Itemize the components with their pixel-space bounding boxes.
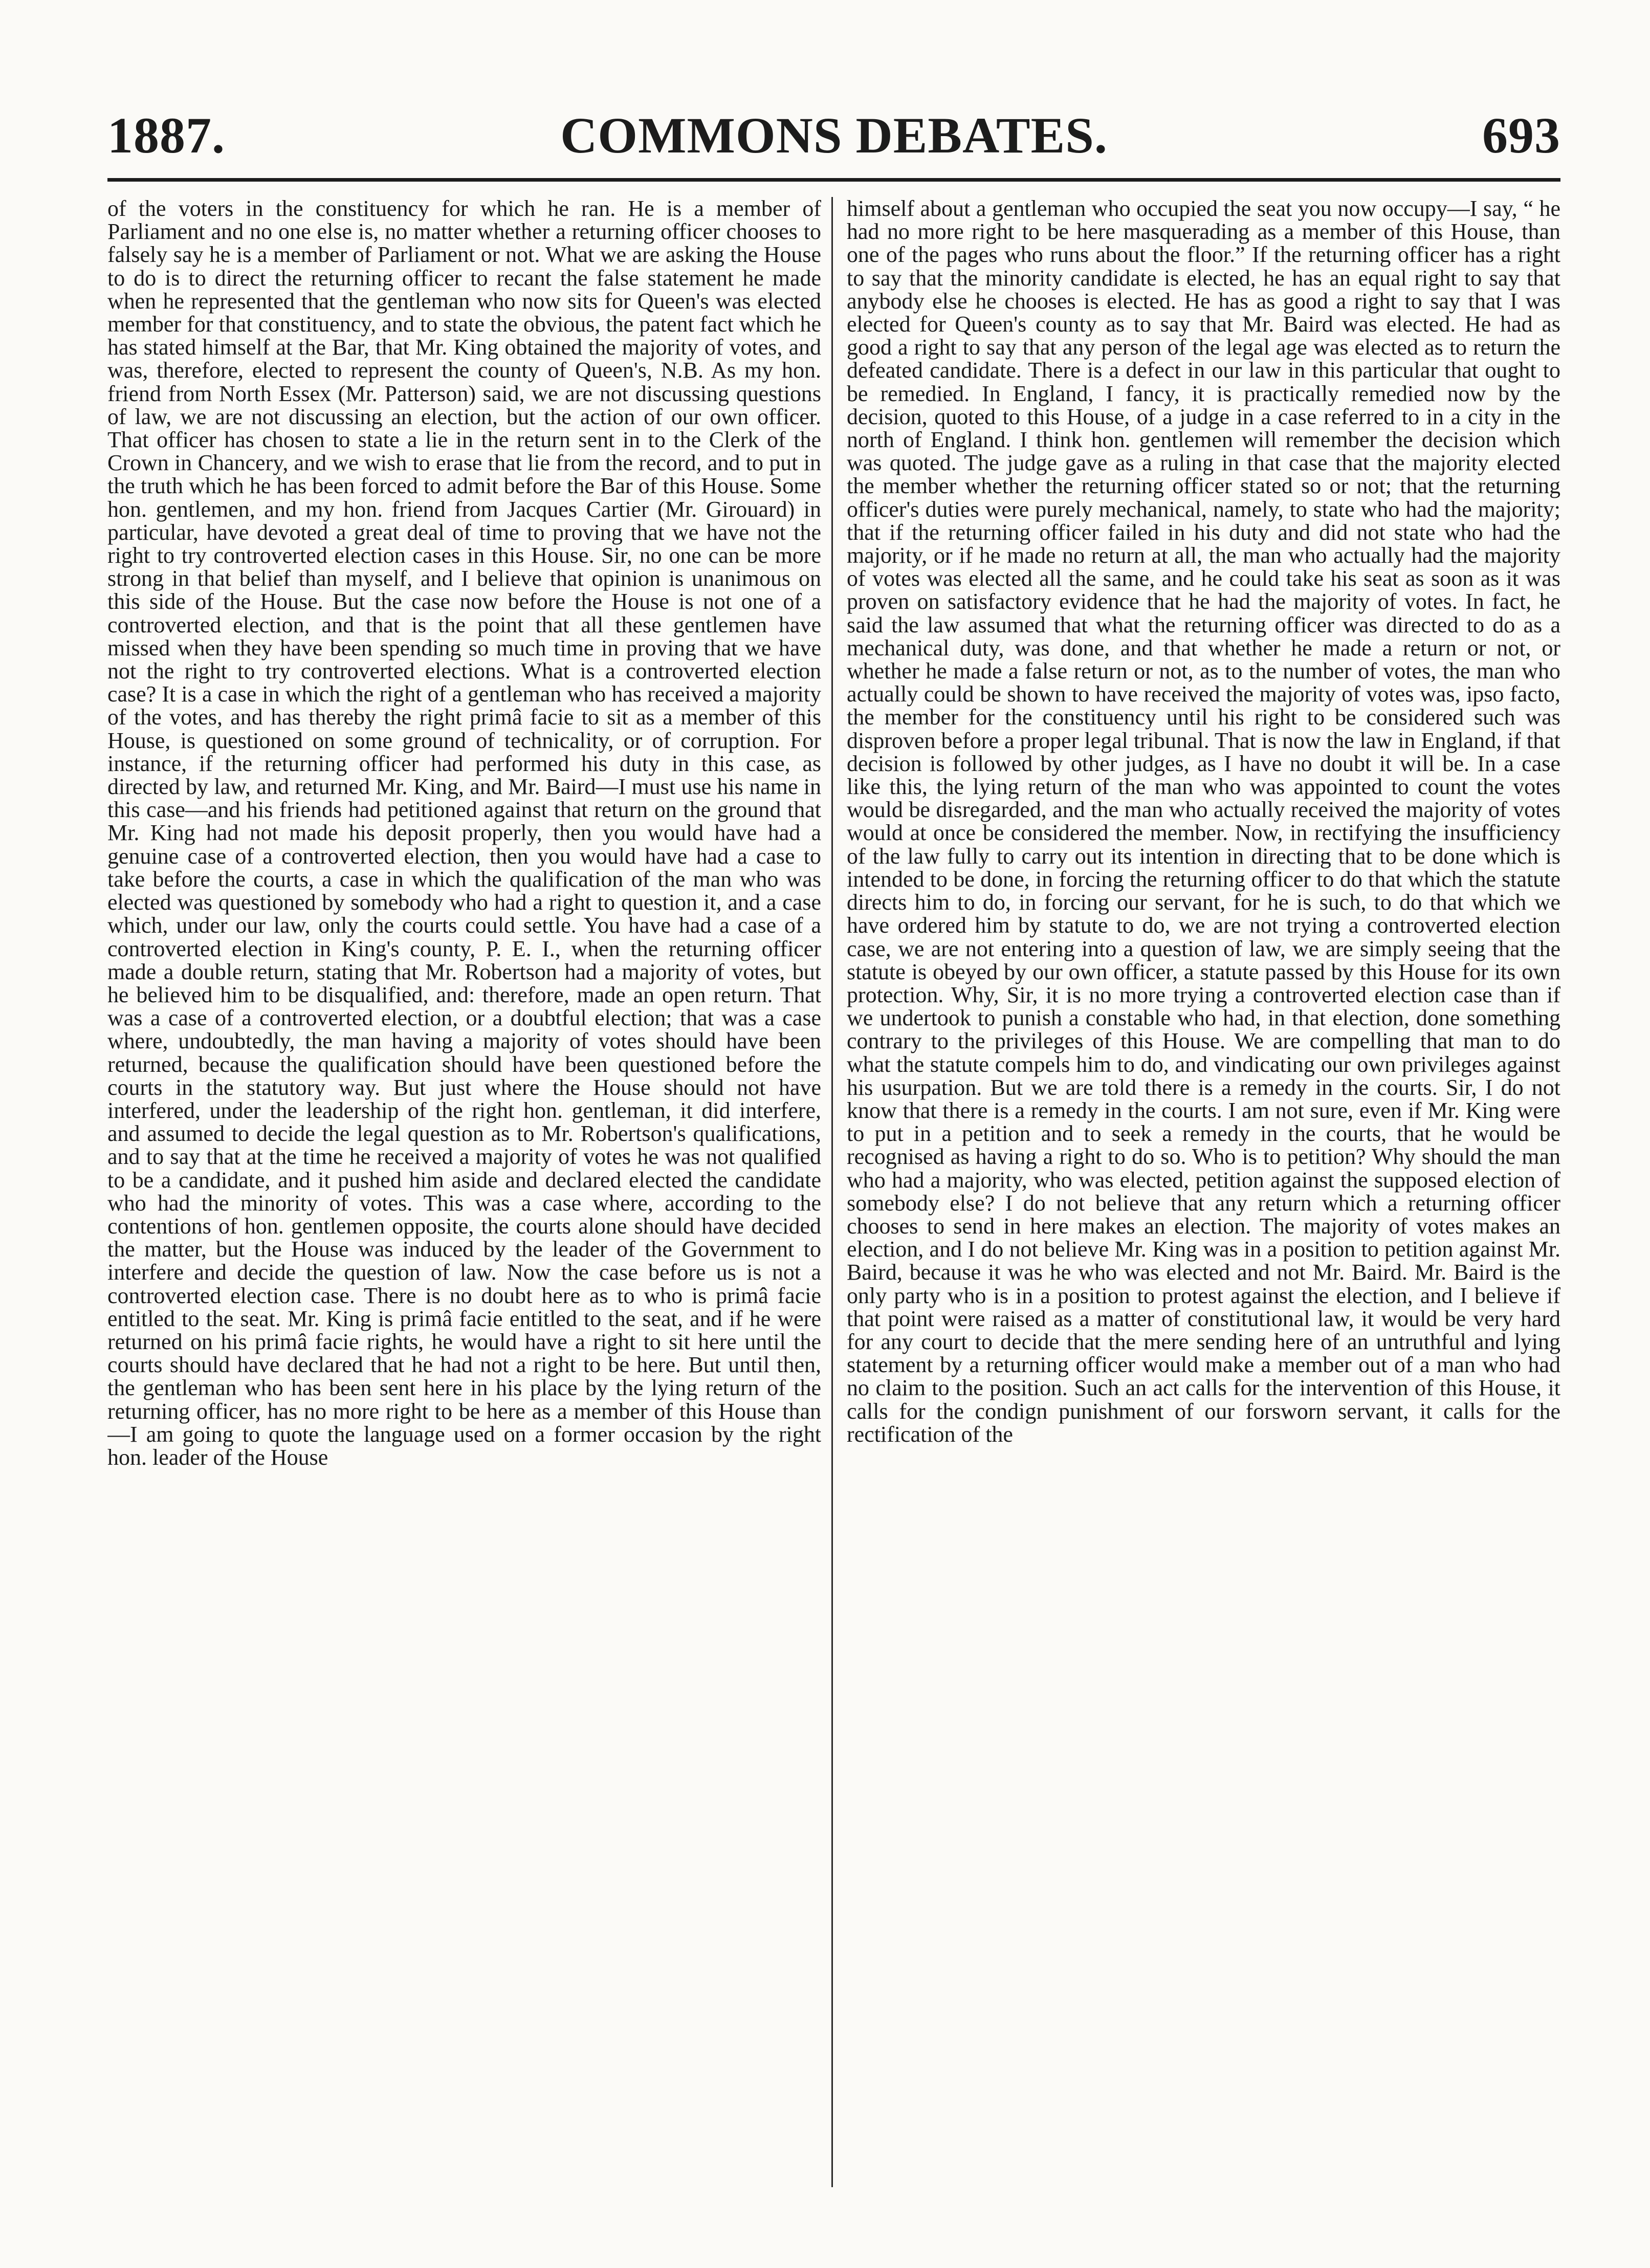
header-title: COMMONS DEBATES.: [560, 107, 1108, 164]
column-divider: [831, 197, 833, 2187]
right-column: [847, 197, 1560, 2187]
header-rule: [107, 178, 1560, 182]
header-year: 1887.: [107, 107, 225, 164]
left-column: [107, 197, 821, 2187]
page-header: [107, 102, 1560, 179]
right-column-text: himself about a gentleman who occupied the seat you now occupy—I say, “ he had no more right to be here masquerading as a member of this House, than one of the pages who runs about the floor.” If the returning officer has a right to say that the minority candidate is elected, he has an equal right to say that anybody else he chooses is elected. He has as good a right to say that I was elected for Queen's county as to say that Mr. Baird was elected. He had as good a right to say that any person of the legal age was elected as to return the defeated candidate. There is a defect in our law in this particular that ought to be remedied. In England, I fancy, it is practically remedied now by the decision, quoted to this House, of a judge in a case referred to in a city in the north of England. I think hon. gentlemen will remember the decision which was quoted. The judge gave as a ruling in that case that the majority elected the member whether the returning officer stated so or not; that the returning officer's duties were purely mechanical, namely, to state who had the majority; that if the returning officer failed in his duty and did not state who had the majority, or if he made no return at all, the man who actually had the majority of votes was elected all the same, and he could take his seat as soon as it was proven on satisfactory evidence that he had the majority of votes. In fact, he said the law assumed that what the returning officer was directed to do as a mechanical duty, was done, and that whether he made a return or not, or whether he made a false return or not, as to the number of votes, the man who actually could be shown to have received the majority of votes was, ipso facto, the member for the constituency until his right to be considered such was disproven before a proper legal tribunal. That is now the law in England, if that decision is followed by other judges, as I have no doubt it will be. In a case like this, the lying return of the man who was appointed to count the votes would be disregarded, and the man who actually received the majority of votes would at once be considered the member. Now, in rectifying the insufficiency of the law fully to carry out its intention in directing that to be done which is intended to be done, in forcing the returning officer to do that which the statute directs him to do, in forcing our servant, for he is such, to do that which we have ordered him by statute to do, we are not trying a controverted election case, we are not entering into a question of law, we are simply seeing that the statute is obeyed by our own officer, a statute passed by this House for its own protection. Why, Sir, it is no more trying a controverted election case than if we undertook to punish a constable who had, in that election, done something contrary to the privileges of this House. We are compelling that man to do what the statute compels him to do, and vindicating our own privileges against his usurpation. But we are told there is a remedy in the courts. Sir, I do not know that there is a remedy in the courts. I am not sure, even if Mr. King were to put in a petition and to seek a remedy in the courts, that he would be recognised as having a right to do so. Who is to petition? Why should the man who had a majority, who was elected, petition against the supposed election of somebody else? I do not believe that any return which a returning officer chooses to send in here makes an election. The majority of votes makes an election, and I do not believe Mr. King was in a position to petition against Mr. Baird, because it was he who was elected and not Mr. Baird. Mr. Baird is the only party who is in a position to protest against the election, and I believe if that point were raised as a matter of constitutional law, it would be very hard for any court to decide that the mere sending here of an untruthful and lying statement by a returning officer would make a member out of a man who had no claim to the position. Such an act calls for the intervention of this House, it calls for the condign punishment of our forsworn servant, it calls for the rectification of the: [847, 197, 1560, 1447]
header-page-number: 693: [1482, 107, 1560, 164]
left-column-text: of the voters in the constituency for which he ran. He is a member of Parliament and no one else is, no matter whether a returning officer chooses to falsely say he is a member of Parliament or not. What we are asking the House to do is to direct the returning officer to recant the false statement he made when he represented that the gentleman who now sits for Queen's was elected member for that constituency, and to state the obvious, the patent fact which he has stated himself at the Bar, that Mr. King obtained the majority of votes, and was, therefore, elected to represent the county of Queen's, N.B. As my hon. friend from North Essex (Mr. Patterson) said, we are not discussing questions of law, we are not discussing an election, but the action of our own officer. That officer has chosen to state a lie in the return sent in to the Clerk of the Crown in Chancery, and we wish to erase that lie from the record, and to put in the truth which he has been forced to admit before the Bar of this House. Some hon. gentlemen, and my hon. friend from Jacques Cartier (Mr. Girouard) in particular, have devoted a great deal of time to proving that we have not the right to try controverted election cases in this House. Sir, no one can be more strong in that belief than myself, and I believe that opinion is unanimous on this side of the House. But the case now before the House is not one of a controverted election, and that is the point that all these gentlemen have missed when they have been spending so much time in proving that we have not the right to try controverted elections. What is a controverted election case? It is a case in which the right of a gentleman who has received a majority of the votes, and has thereby the right primâ facie to sit as a member of this House, is questioned on some ground of technicality, or of corruption. For instance, if the returning officer had performed his duty in this case, as directed by law, and returned Mr. King, and Mr. Baird—I must use his name in this case—and his friends had petitioned against that return on the ground that Mr. King had not made his deposit properly, then you would have had a genuine case of a controverted election, then you would have had a case to take before the courts, a case in which the qualification of the man who was elected was questioned by somebody who had a right to question it, and a case which, under our law, only the courts could settle. You have had a case of a controverted election in King's county, P. E. I., when the returning officer made a double return, stating that Mr. Robertson had a majority of votes, but he believed him to be disqualified, and: therefore, made an open return. That was a case of a controverted election, or a doubtful election; that was a case where, undoubtedly, the man having a majority of votes should have been returned, because the qualification should have been questioned before the courts in the statutory way. But just where the House should not have interfered, under the leadership of the right hon. gentleman, it did interfere, and assumed to decide the legal question as to Mr. Robertson's qualifications, and to say that at the time he received a majority of votes he was not qualified to be a candidate, and it pushed him aside and declared elected the candidate who had the minority of votes. This was a case where, according to the contentions of hon. gentlemen opposite, the courts alone should have decided the matter, but the House was induced by the leader of the Government to interfere and decide the question of law. Now the case before us is not a controverted election case. There is no doubt here as to who is primâ facie entitled to the seat. Mr. King is primâ facie entitled to the seat, and if he were returned on his primâ facie rights, he would have a right to sit here until the courts should have declared that he had not a right to be here. But until then, the gentleman who has been sent here in his place by the lying return of the returning officer, has no more right to be here as a member of this House than—I am going to quote the language used on a former occasion by the right hon. leader of the House: [107, 197, 821, 1470]
